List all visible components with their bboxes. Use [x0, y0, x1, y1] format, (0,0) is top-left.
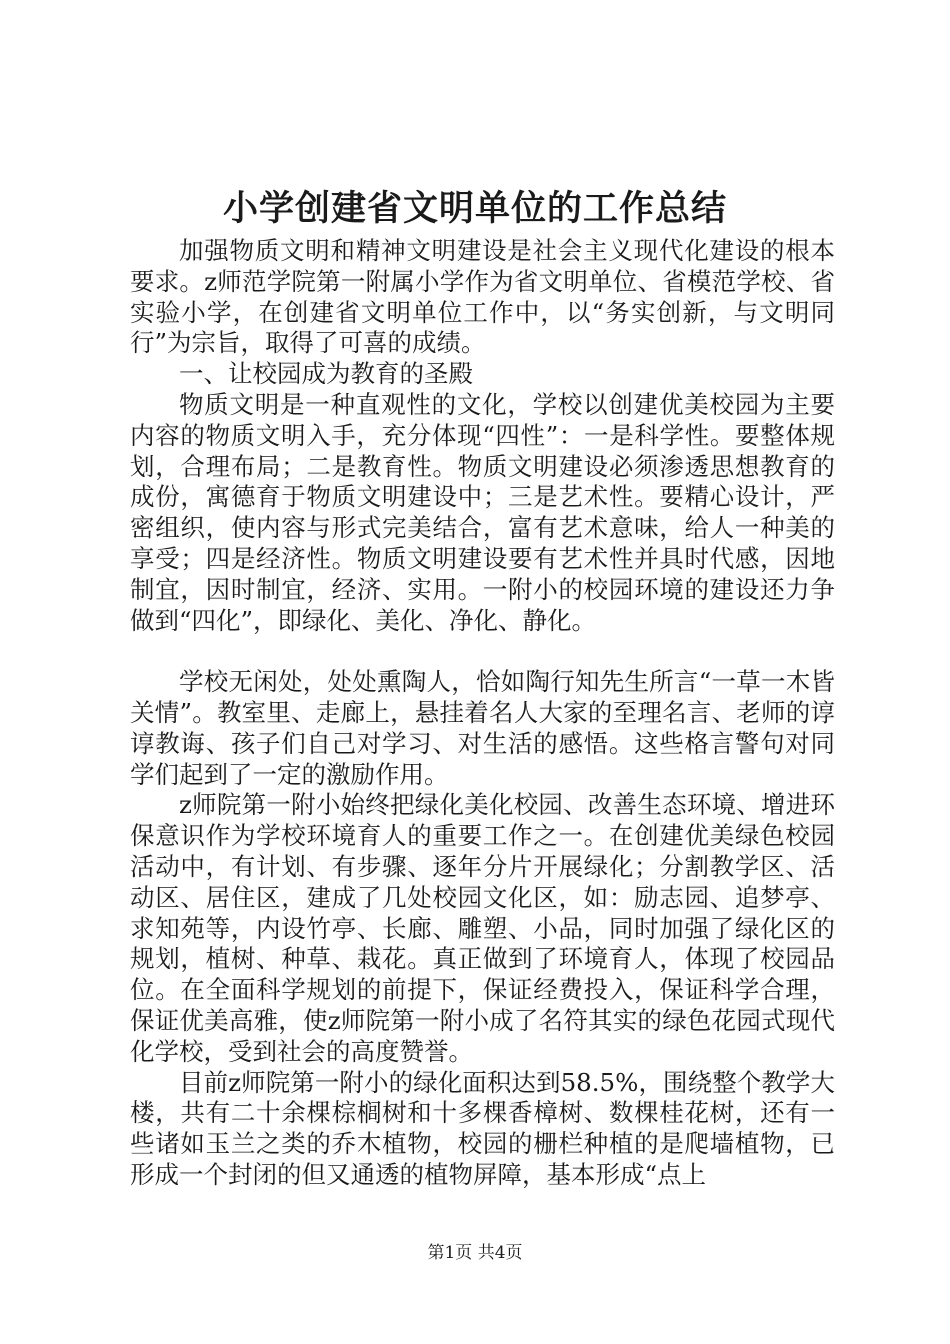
page-number-footer: 第1页 共4页: [427, 1243, 523, 1263]
paragraph-green-area: 目前z师院第一附小的绿化面积达到58.5%，围绕整个教学大楼，共有二十余棵棕榈树和十多棵香樟树、数棵桂花树，还有一些诸如玉兰之类的乔木植物，校园的栅栏种植的是爬墙植物，已形成一个封闭的但又通透的植物屏障，基本形成“点上: [130, 1067, 835, 1189]
paragraph-greening: z师院第一附小始终把绿化美化校园、改善生态环境、增进环保意识作为学校环境育人的重要工作之一。在创建优美绿色校园活动中，有计划、有步骤、逐年分片开展绿化；分割教学区、活动区、居住区，建成了几处校园文化区，如：励志园、追梦亭、求知苑等，内设竹亭、长廊、雕塑、小品，同时加强了绿化区的规划，植树、种草、栽花。真正做到了环境育人，体现了校园品位。在全面科学规划的前提下，保证经费投入，保证科学合理，保证优美高雅，使z师院第一附小成了名符其实的绿色花园式现代化学校，受到社会的高度赞誉。: [130, 790, 835, 1066]
document-title: 小学创建省文明单位的工作总结: [222, 188, 727, 229]
paragraph-campus-culture: 学校无闲处，处处熏陶人，恰如陶行知先生所言“一草一木皆关情”。教室里、走廊上，悬挂着名人大家的至理名言、老师的谆谆教诲、孩子们自己对学习、对生活的感悟。这些格言警句对同学们起到了一定的激励作用。: [130, 667, 835, 789]
section-heading-1: 一、让校园成为教育的圣殿: [179, 359, 473, 389]
paragraph-material-civilization: 物质文明是一种直观性的文化，学校以创建优美校园为主要内容的物质文明入手，充分体现“四性”：一是科学性。要整体规划，合理布局；二是教育性。物质文明建设必须渗透思想教育的成份，寓德育于物质文明建设中；三是艺术性。要精心设计，严密组织，使内容与形式完美结合，富有艺术意味，给人一种美的享受；四是经济性。物质文明建设要有艺术性并具时代感，因地制宜，因时制宜，经济、实用。一附小的校园环境的建设还力争做到“四化”，即绿化、美化、净化、静化。: [130, 389, 835, 635]
document-body: [130, 236, 835, 1191]
paragraph-intro: 加强物质文明和精神文明建设是社会主义现代化建设的根本要求。z师范学院第一附属小学作为省文明单位、省模范学校、省实验小学，在创建省文明单位工作中，以“务实创新，与文明同行”为宗旨，取得了可喜的成绩。: [130, 236, 835, 358]
